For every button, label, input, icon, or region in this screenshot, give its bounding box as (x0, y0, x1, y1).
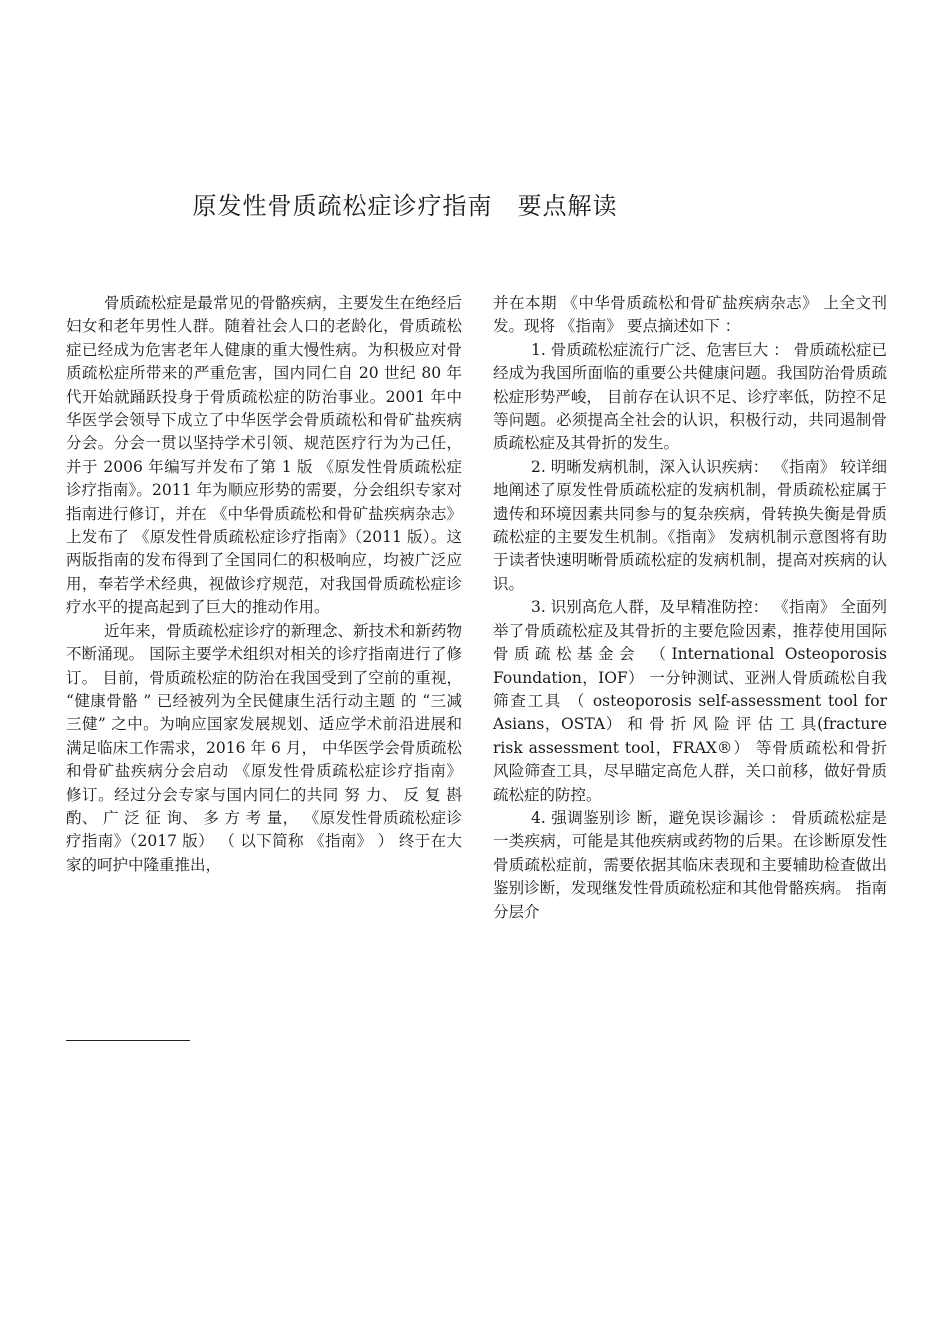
paragraph-continuation: 并在本期 《中华骨质疏松和骨矿盐疾病杂志》 上全文刊发。现将 《指南》 要点摘述如下 ： (493, 294, 887, 336)
paragraph-recent-progress: 近年来，骨质疏松症诊疗的新理念、新技术和新药物不断涌现。 国际主要学术组织对相关的诊疗指南进行了修订。 目前，骨质疏松症的防治在我国受到了空前的重视， “健康骨骼 ” 已经被列为全民健康生活行动主题 的 “三减三健” 之中。为响应国家发展规划、适应学术前沿进展和满足临床工作需求，2016 年 6 月， 中华医学会骨质疏松和骨矿盐疾病分会启动 《原发性骨质疏松症诊疗指南》 修订。经过分会专家与国内同仁的共同 努 力、 反 复 斟 酌、 广 泛 征 询、 多 方 考 量， 《原发性骨质疏松症诊疗指南》（2017 版） （ 以下简称 《指南》 ） 终于在大家的呵护中隆重推出， (66, 621, 462, 874)
article-title: 原发性骨质疏松症诊疗指南 要点解读 (192, 192, 618, 220)
paragraph-intro: 骨质疏松症是最常见的骨骼疾病，主要发生在绝经后妇女和老年男性人群。随着社会人口的老龄化，骨质疏松症已经成为危害老年人健康的重大慢性病。为积极应对骨质疏松症所带来的严重危害，国内同仁自 20 世纪 80 年代开始就踊跃投身于骨质疏松症的防治事业。2001 年中华医学会领导下成立了中华医学会骨质疏松和骨矿盐疾病分会。分会一贯以坚持学术引领、规范医疗行为为己任，并于 2006 年编写并发布了第 1 版 《原发性骨质疏松症诊疗指南》。2011 年为顺应形势的需要，分会组织专家对指南进行修订，并在 《中华骨质疏松和骨矿盐疾病杂志》 上发布了 《原发性骨质疏松症诊疗指南》（2011 版）。这两版指南的发布得到了全国同仁的积极响应，均被广泛应用，奉若学术经典，视做诊疗规范，对我国骨质疏松症诊疗水平的提高起到了巨大的推动作用。 (66, 294, 462, 617)
right-column (493, 292, 887, 924)
left-column (66, 292, 462, 877)
key-point-4: 4. 强调鉴别诊 断，避免误诊漏诊 ： 骨质疏松症是一类疾病，可能是其他疾病或药物的后果。在诊断原发性骨质疏松症前，需要依据其临床表现和主要辅助检查做出鉴别诊断，发现继发性骨质疏松症和其他骨骼疾病。 指南分层介 (493, 808, 887, 921)
key-point-3: 3. 识别高危人群，及早精准防控： 《指南》 全面列举了骨质疏松症及其骨折的主要危险因素，推荐使用国际骨质疏松基金会 （International Osteoporosis Foundation，IOF） 一分钟测试、亚洲人骨质疏松自我筛查工具 （ osteoporosis self-assessment tool for Asians，OSTA） 和 骨 折 风 险 评 估 工 具(fracture risk assessment tool，FRAX®） 等骨质疏松和骨折风险筛查工具，尽早瞄定高危人群，关口前移，做好骨质疏松症的防控。 (493, 598, 887, 804)
key-point-1: 1. 骨质疏松症流行广泛、危害巨大 ： 骨质疏松症已经成为我国所面临的重要公共健康问题。我国防治骨质疏松症形势严峻， 目前存在认识不足、诊疗率低，防控不足等问题。必须提高全社会的认识，积极行动，共同遏制骨质疏松症及其骨折的发生。 (493, 340, 887, 453)
key-point-2: 2. 明晰发病机制，深入认识疾病： 《指南》 较详细地阐述了原发性骨质疏松症的发病机制，骨质疏松症属于遗传和环境因素共同参与的复杂疾病，骨转换失衡是骨质疏松症的主要发生机制。《指南》 发病机制示意图将有助于读者快速明晰骨质疏松症的发病机制，提高对疾病的认识。 (493, 457, 887, 593)
footnote-divider (66, 1040, 190, 1041)
